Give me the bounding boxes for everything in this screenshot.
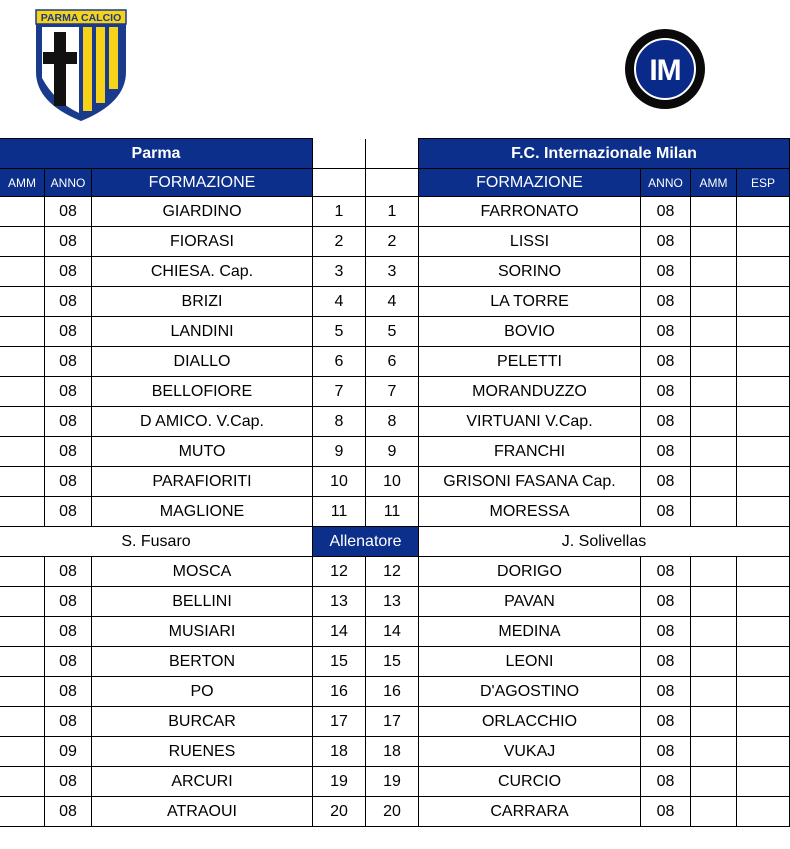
player-row xyxy=(0,407,790,437)
away-player-name: D'AGOSTINO xyxy=(419,677,641,707)
home-anno-cell: 08 xyxy=(45,617,92,647)
player-row xyxy=(0,647,790,677)
away-player-name: CURCIO xyxy=(419,767,641,797)
player-row xyxy=(0,587,790,617)
away-anno-cell: 08 xyxy=(641,437,691,467)
away-shirt-number: 5 xyxy=(366,317,419,347)
away-player-name: FARRONATO xyxy=(419,197,641,227)
away-anno-cell: 08 xyxy=(641,257,691,287)
home-amm-header: AMM xyxy=(0,169,45,197)
away-anno-cell: 08 xyxy=(641,197,691,227)
home-player-name: FIORASI xyxy=(92,227,313,257)
home-player-name: ATRAOUI xyxy=(92,797,313,827)
home-anno-cell: 08 xyxy=(45,347,92,377)
home-amm-cell xyxy=(0,347,45,377)
home-shirt-number: 1 xyxy=(313,197,366,227)
home-amm-cell xyxy=(0,407,45,437)
away-esp-cell xyxy=(737,587,790,617)
home-player-name: DIALLO xyxy=(92,347,313,377)
away-amm-cell xyxy=(691,707,737,737)
away-shirt-number: 16 xyxy=(366,677,419,707)
away-anno-cell: 08 xyxy=(641,467,691,497)
home-anno-cell: 08 xyxy=(45,797,92,827)
home-shirt-number: 5 xyxy=(313,317,366,347)
player-row xyxy=(0,377,790,407)
away-amm-cell xyxy=(691,407,737,437)
home-amm-cell xyxy=(0,437,45,467)
away-anno-cell: 08 xyxy=(641,407,691,437)
away-amm-cell xyxy=(691,647,737,677)
home-anno-cell: 08 xyxy=(45,767,92,797)
away-esp-cell xyxy=(737,647,790,677)
away-anno-cell: 08 xyxy=(641,767,691,797)
player-row xyxy=(0,617,790,647)
home-shirt-number: 14 xyxy=(313,617,366,647)
away-anno-cell: 08 xyxy=(641,677,691,707)
home-shirt-number: 8 xyxy=(313,407,366,437)
away-esp-cell xyxy=(737,677,790,707)
away-team-name: F.C. Internazionale Milan xyxy=(419,139,790,169)
lineup-table xyxy=(0,138,790,827)
away-esp-cell xyxy=(737,257,790,287)
player-row xyxy=(0,497,790,527)
home-amm-cell xyxy=(0,707,45,737)
home-player-name: MOSCA xyxy=(92,557,313,587)
away-player-name: MORANDUZZO xyxy=(419,377,641,407)
away-esp-cell xyxy=(737,497,790,527)
away-amm-cell xyxy=(691,467,737,497)
away-anno-cell: 08 xyxy=(641,377,691,407)
away-anno-cell: 08 xyxy=(641,737,691,767)
home-anno-cell: 08 xyxy=(45,677,92,707)
home-player-name: MAGLIONE xyxy=(92,497,313,527)
home-shirt-number: 12 xyxy=(313,557,366,587)
away-shirt-number: 1 xyxy=(366,197,419,227)
away-player-name: LISSI xyxy=(419,227,641,257)
away-amm-cell xyxy=(691,677,737,707)
coach-row xyxy=(0,527,790,557)
away-esp-cell xyxy=(737,617,790,647)
player-row xyxy=(0,227,790,257)
parma-calcio-logo xyxy=(33,10,129,122)
away-esp-cell xyxy=(737,797,790,827)
home-player-name: LANDINI xyxy=(92,317,313,347)
away-amm-cell xyxy=(691,617,737,647)
away-shirt-number: 12 xyxy=(366,557,419,587)
home-shirt-number: 13 xyxy=(313,587,366,617)
away-shirt-number: 2 xyxy=(366,227,419,257)
away-shirt-number: 7 xyxy=(366,377,419,407)
away-amm-cell xyxy=(691,257,737,287)
player-row xyxy=(0,557,790,587)
inter-logo-text: IM xyxy=(649,54,681,87)
home-coach: S. Fusaro xyxy=(0,527,313,557)
away-amm-cell xyxy=(691,767,737,797)
home-player-name: BELLINI xyxy=(92,587,313,617)
away-player-name: PAVAN xyxy=(419,587,641,617)
away-esp-cell xyxy=(737,557,790,587)
home-anno-cell: 08 xyxy=(45,497,92,527)
away-shirt-number: 17 xyxy=(366,707,419,737)
away-shirt-number: 19 xyxy=(366,767,419,797)
home-shirt-number: 6 xyxy=(313,347,366,377)
home-shirt-number: 7 xyxy=(313,377,366,407)
home-anno-cell: 08 xyxy=(45,407,92,437)
home-player-name: ARCURI xyxy=(92,767,313,797)
home-shirt-number: 3 xyxy=(313,257,366,287)
away-shirt-number: 8 xyxy=(366,407,419,437)
away-esp-cell xyxy=(737,227,790,257)
home-shirt-number: 19 xyxy=(313,767,366,797)
home-amm-cell xyxy=(0,767,45,797)
away-player-name: VIRTUANI V.Cap. xyxy=(419,407,641,437)
away-amm-cell xyxy=(691,197,737,227)
home-player-name: GIARDINO xyxy=(92,197,313,227)
home-shirt-number: 11 xyxy=(313,497,366,527)
home-anno-cell: 08 xyxy=(45,647,92,677)
home-player-name: BELLOFIORE xyxy=(92,377,313,407)
away-amm-cell xyxy=(691,437,737,467)
away-esp-cell xyxy=(737,707,790,737)
away-anno-cell: 08 xyxy=(641,587,691,617)
home-anno-cell: 08 xyxy=(45,437,92,467)
home-team-name: Parma xyxy=(0,139,313,169)
away-formazione-header: FORMAZIONE xyxy=(419,169,641,197)
home-player-name: BURCAR xyxy=(92,707,313,737)
away-amm-cell xyxy=(691,317,737,347)
player-row xyxy=(0,317,790,347)
away-shirt-number: 14 xyxy=(366,617,419,647)
away-esp-cell xyxy=(737,347,790,377)
away-anno-cell: 08 xyxy=(641,557,691,587)
home-anno-cell: 08 xyxy=(45,317,92,347)
away-anno-cell: 08 xyxy=(641,647,691,677)
home-anno-cell: 08 xyxy=(45,587,92,617)
home-player-name: MUTO xyxy=(92,437,313,467)
home-amm-cell xyxy=(0,587,45,617)
home-anno-header: ANNO xyxy=(45,169,92,197)
player-row xyxy=(0,737,790,767)
away-player-name: MEDINA xyxy=(419,617,641,647)
inter-logo xyxy=(624,28,706,110)
away-esp-cell xyxy=(737,317,790,347)
home-player-name: RUENES xyxy=(92,737,313,767)
away-amm-cell xyxy=(691,377,737,407)
away-esp-cell xyxy=(737,407,790,437)
away-shirt-number: 3 xyxy=(366,257,419,287)
player-row xyxy=(0,437,790,467)
away-player-name: VUKAJ xyxy=(419,737,641,767)
home-anno-cell: 08 xyxy=(45,227,92,257)
home-player-name: CHIESA. Cap. xyxy=(92,257,313,287)
home-shirt-number: 4 xyxy=(313,287,366,317)
away-anno-cell: 08 xyxy=(641,227,691,257)
home-anno-cell: 08 xyxy=(45,287,92,317)
home-player-name: PO xyxy=(92,677,313,707)
away-player-name: MORESSA xyxy=(419,497,641,527)
away-anno-cell: 08 xyxy=(641,617,691,647)
away-amm-cell xyxy=(691,557,737,587)
home-amm-cell xyxy=(0,737,45,767)
away-player-name: CARRARA xyxy=(419,797,641,827)
home-amm-cell xyxy=(0,317,45,347)
away-anno-header: ANNO xyxy=(641,169,691,197)
away-esp-header: ESP xyxy=(737,169,790,197)
away-anno-cell: 08 xyxy=(641,287,691,317)
away-shirt-number: 6 xyxy=(366,347,419,377)
player-row xyxy=(0,287,790,317)
away-shirt-number: 4 xyxy=(366,287,419,317)
player-row xyxy=(0,707,790,737)
away-shirt-number: 18 xyxy=(366,737,419,767)
home-amm-cell xyxy=(0,647,45,677)
away-shirt-number: 13 xyxy=(366,587,419,617)
away-esp-cell xyxy=(737,377,790,407)
home-anno-cell: 08 xyxy=(45,557,92,587)
away-coach: J. Solivellas xyxy=(419,527,790,557)
away-anno-cell: 08 xyxy=(641,347,691,377)
away-anno-cell: 08 xyxy=(641,707,691,737)
home-shirt-number: 10 xyxy=(313,467,366,497)
away-shirt-number: 9 xyxy=(366,437,419,467)
away-player-name: SORINO xyxy=(419,257,641,287)
home-amm-cell xyxy=(0,257,45,287)
home-player-name: BRIZI xyxy=(92,287,313,317)
home-amm-cell xyxy=(0,287,45,317)
away-amm-cell xyxy=(691,347,737,377)
away-shirt-number: 11 xyxy=(366,497,419,527)
away-esp-cell xyxy=(737,437,790,467)
home-amm-cell xyxy=(0,377,45,407)
home-shirt-number: 20 xyxy=(313,797,366,827)
home-player-name: MUSIARI xyxy=(92,617,313,647)
away-esp-cell xyxy=(737,467,790,497)
player-row xyxy=(0,797,790,827)
away-amm-cell xyxy=(691,287,737,317)
away-shirt-number: 15 xyxy=(366,647,419,677)
home-shirt-number: 15 xyxy=(313,647,366,677)
away-player-name: PELETTI xyxy=(419,347,641,377)
away-player-name: LEONI xyxy=(419,647,641,677)
allenatore-label: Allenatore xyxy=(313,527,419,557)
home-amm-cell xyxy=(0,497,45,527)
away-esp-cell xyxy=(737,737,790,767)
away-esp-cell xyxy=(737,767,790,797)
home-amm-cell xyxy=(0,557,45,587)
player-row xyxy=(0,767,790,797)
player-row xyxy=(0,257,790,287)
away-amm-cell xyxy=(691,227,737,257)
away-amm-cell xyxy=(691,587,737,617)
home-shirt-number: 2 xyxy=(313,227,366,257)
parma-logo-text: PARMA CALCIO xyxy=(40,12,122,24)
home-anno-cell: 08 xyxy=(45,257,92,287)
home-player-name: PARAFIORITI xyxy=(92,467,313,497)
away-anno-cell: 08 xyxy=(641,797,691,827)
away-esp-cell xyxy=(737,287,790,317)
home-anno-cell: 09 xyxy=(45,737,92,767)
home-anno-cell: 08 xyxy=(45,707,92,737)
away-player-name: LA TORRE xyxy=(419,287,641,317)
away-amm-header: AMM xyxy=(691,169,737,197)
away-anno-cell: 08 xyxy=(641,497,691,527)
away-shirt-number: 20 xyxy=(366,797,419,827)
home-amm-cell xyxy=(0,617,45,647)
home-shirt-number: 16 xyxy=(313,677,366,707)
player-row xyxy=(0,197,790,227)
home-player-name: D AMICO. V.Cap. xyxy=(92,407,313,437)
home-anno-cell: 08 xyxy=(45,197,92,227)
away-player-name: GRISONI FASANA Cap. xyxy=(419,467,641,497)
player-row xyxy=(0,467,790,497)
home-shirt-number: 18 xyxy=(313,737,366,767)
away-shirt-number: 10 xyxy=(366,467,419,497)
home-anno-cell: 08 xyxy=(45,467,92,497)
away-player-name: FRANCHI xyxy=(419,437,641,467)
home-player-name: BERTON xyxy=(92,647,313,677)
home-amm-cell xyxy=(0,467,45,497)
away-player-name: ORLACCHIO xyxy=(419,707,641,737)
home-shirt-number: 17 xyxy=(313,707,366,737)
away-amm-cell xyxy=(691,797,737,827)
home-amm-cell xyxy=(0,677,45,707)
home-shirt-number: 9 xyxy=(313,437,366,467)
home-amm-cell xyxy=(0,797,45,827)
away-player-name: DORIGO xyxy=(419,557,641,587)
away-esp-cell xyxy=(737,197,790,227)
home-amm-cell xyxy=(0,227,45,257)
away-anno-cell: 08 xyxy=(641,317,691,347)
player-row xyxy=(0,677,790,707)
player-row xyxy=(0,347,790,377)
away-player-name: BOVIO xyxy=(419,317,641,347)
away-amm-cell xyxy=(691,497,737,527)
home-formazione-header: FORMAZIONE xyxy=(92,169,313,197)
away-amm-cell xyxy=(691,737,737,767)
home-anno-cell: 08 xyxy=(45,377,92,407)
home-amm-cell xyxy=(0,197,45,227)
